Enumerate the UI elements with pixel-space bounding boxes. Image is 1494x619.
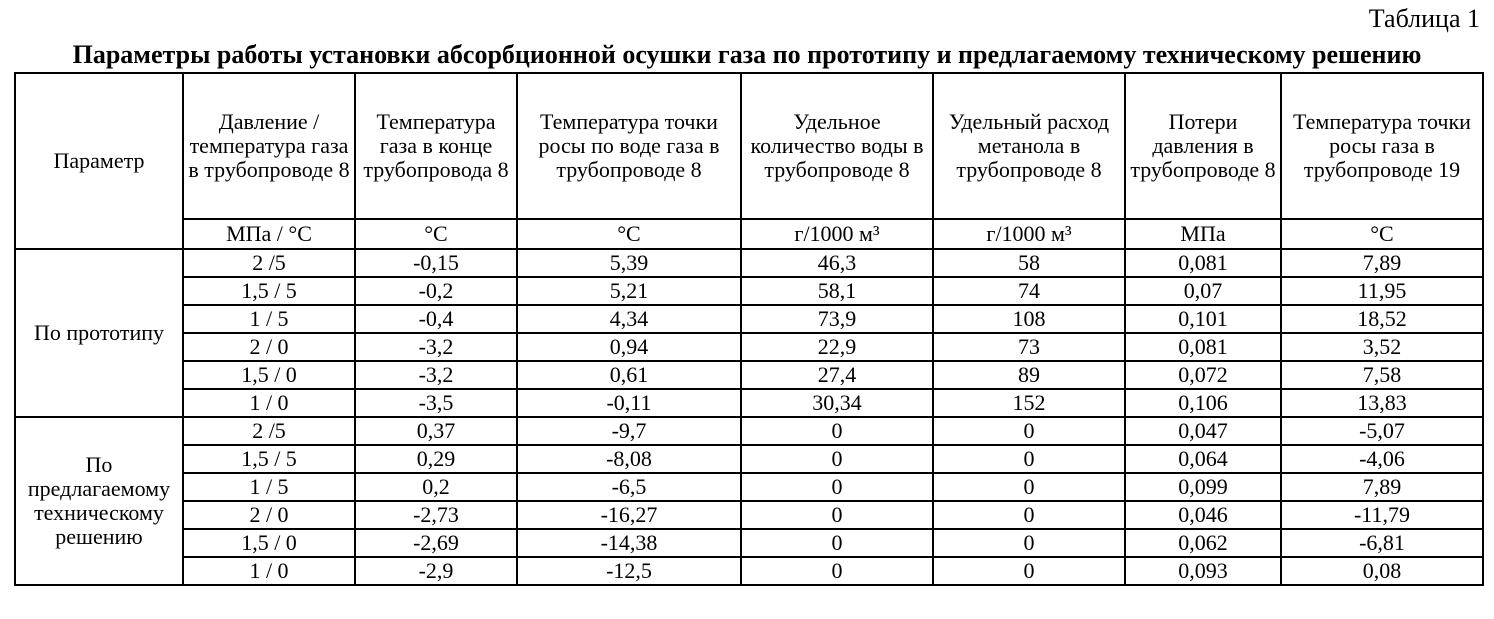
table-cell: 1 / 0	[183, 557, 355, 585]
header-pressure-loss: Потери давления в трубопроводе 8	[1125, 73, 1281, 219]
table-cell: 89	[933, 361, 1125, 389]
table-cell: 0,072	[1125, 361, 1281, 389]
header-specific-water: Удельное количество воды в трубопроводе 8	[741, 73, 933, 219]
table-cell: 0,2	[355, 473, 517, 501]
table-cell: 0,046	[1125, 501, 1281, 529]
table-cell: 46,3	[741, 249, 933, 277]
table-row	[15, 557, 1483, 585]
table-cell: 0,94	[517, 333, 741, 361]
table-cell: 0,61	[517, 361, 741, 389]
table-cell: 0,29	[355, 445, 517, 473]
table-cell: 1 / 0	[183, 389, 355, 417]
table-cell: 1,5 / 0	[183, 529, 355, 557]
table-cell: 0	[933, 445, 1125, 473]
table-cell: 152	[933, 389, 1125, 417]
table-cell: -9,7	[517, 417, 741, 445]
table-cell: 0	[933, 501, 1125, 529]
table-cell: 0	[741, 473, 933, 501]
table-cell: 0	[933, 473, 1125, 501]
table-cell: -2,69	[355, 529, 517, 557]
unit-cell: °С	[517, 219, 741, 249]
table-cell: 0,37	[355, 417, 517, 445]
table-cell: 0,047	[1125, 417, 1281, 445]
table-cell: -8,08	[517, 445, 741, 473]
table-cell: 108	[933, 305, 1125, 333]
header-parameter: Параметр	[15, 73, 183, 249]
table-cell: 0	[933, 417, 1125, 445]
unit-cell: г/1000 м³	[741, 219, 933, 249]
table-cell: 7,89	[1281, 249, 1483, 277]
group-label-prototype: По прототипу	[15, 249, 183, 417]
table-title: Параметры работы установки абсорбционной осушки газа по прототипу и предлагаемому техническому решению	[72, 40, 1422, 69]
table-cell: 0	[933, 557, 1125, 585]
table-cell: -0,15	[355, 249, 517, 277]
table-cell: 0,064	[1125, 445, 1281, 473]
table-cell: -16,27	[517, 501, 741, 529]
table-cell: 7,89	[1281, 473, 1483, 501]
table-cell: 0,101	[1125, 305, 1281, 333]
table-cell: 1 / 5	[183, 473, 355, 501]
header-dew-point-19: Температура точки росы газа в трубопроводе 19	[1281, 73, 1483, 219]
table-cell: 0,081	[1125, 333, 1281, 361]
table-cell: -3,5	[355, 389, 517, 417]
table-number: Таблица 1	[1368, 4, 1480, 33]
table-cell: 5,39	[517, 249, 741, 277]
table-row	[15, 501, 1483, 529]
table-cell: -14,38	[517, 529, 741, 557]
table-cell: 0,081	[1125, 249, 1281, 277]
table-cell: 11,95	[1281, 277, 1483, 305]
unit-cell: г/1000 м³	[933, 219, 1125, 249]
table-cell: 2 / 0	[183, 501, 355, 529]
table-row	[15, 445, 1483, 473]
table-cell: -11,79	[1281, 501, 1483, 529]
table-cell: 7,58	[1281, 361, 1483, 389]
header-gas-temperature-end: Температура газа в конце трубопровода 8	[355, 73, 517, 219]
table-cell: 0	[741, 501, 933, 529]
table-row	[15, 389, 1483, 417]
table-cell: 0	[741, 417, 933, 445]
table-row	[15, 529, 1483, 557]
table-cell: 1,5 / 5	[183, 445, 355, 473]
unit-cell: °С	[1281, 219, 1483, 249]
table-cell: 58,1	[741, 277, 933, 305]
table-cell: 1,5 / 0	[183, 361, 355, 389]
table-cell: 27,4	[741, 361, 933, 389]
table-row	[15, 473, 1483, 501]
table-cell: 0,106	[1125, 389, 1281, 417]
table-cell: 2 /5	[183, 417, 355, 445]
table-cell: -12,5	[517, 557, 741, 585]
table-cell: 73,9	[741, 305, 933, 333]
table-row	[15, 249, 1483, 277]
units-row	[15, 219, 1483, 249]
group-label-proposed: По предлагаемому техническому решению	[15, 417, 183, 585]
table-cell: -0,4	[355, 305, 517, 333]
table-cell: 58	[933, 249, 1125, 277]
header-pressure-temperature: Давление / температура газа в трубопроводе 8	[183, 73, 355, 219]
header-methanol-consumption: Удельный расход метанола в трубопроводе 8	[933, 73, 1125, 219]
table-cell: 73	[933, 333, 1125, 361]
table-cell: 0,062	[1125, 529, 1281, 557]
table-cell: -3,2	[355, 361, 517, 389]
table-cell: -5,07	[1281, 417, 1483, 445]
header-water-dew-point: Температура точки росы по воде газа в трубопроводе 8	[517, 73, 741, 219]
table-row	[15, 333, 1483, 361]
table-cell: 0,099	[1125, 473, 1281, 501]
table-row	[15, 277, 1483, 305]
table-cell: 0,08	[1281, 557, 1483, 585]
table-cell: 74	[933, 277, 1125, 305]
table-cell: -4,06	[1281, 445, 1483, 473]
table-cell: 0,093	[1125, 557, 1281, 585]
table-cell: -6,5	[517, 473, 741, 501]
table-cell: 3,52	[1281, 333, 1483, 361]
table-cell: 2 / 0	[183, 333, 355, 361]
table-cell: 2 /5	[183, 249, 355, 277]
table-cell: 1 / 5	[183, 305, 355, 333]
table-cell: 1,5 / 5	[183, 277, 355, 305]
table-cell: -2,9	[355, 557, 517, 585]
table-cell: 22,9	[741, 333, 933, 361]
table-cell: -0,11	[517, 389, 741, 417]
unit-cell: МПа	[1125, 219, 1281, 249]
table-row	[15, 417, 1483, 445]
header-row	[15, 73, 1483, 219]
table-cell: 13,83	[1281, 389, 1483, 417]
table-cell: -6,81	[1281, 529, 1483, 557]
table-cell: -0,2	[355, 277, 517, 305]
table-cell: -2,73	[355, 501, 517, 529]
table-cell: 5,21	[517, 277, 741, 305]
unit-cell: °С	[355, 219, 517, 249]
data-table	[14, 72, 1484, 586]
unit-cell: МПа / °С	[183, 219, 355, 249]
table-cell: 0	[741, 445, 933, 473]
table-cell: 0,07	[1125, 277, 1281, 305]
table-row	[15, 361, 1483, 389]
table-cell: 0	[741, 557, 933, 585]
table-cell: 0	[933, 529, 1125, 557]
table-cell: 4,34	[517, 305, 741, 333]
table-row	[15, 305, 1483, 333]
table-cell: 0	[741, 529, 933, 557]
table-cell: -3,2	[355, 333, 517, 361]
table-cell: 18,52	[1281, 305, 1483, 333]
table-cell: 30,34	[741, 389, 933, 417]
